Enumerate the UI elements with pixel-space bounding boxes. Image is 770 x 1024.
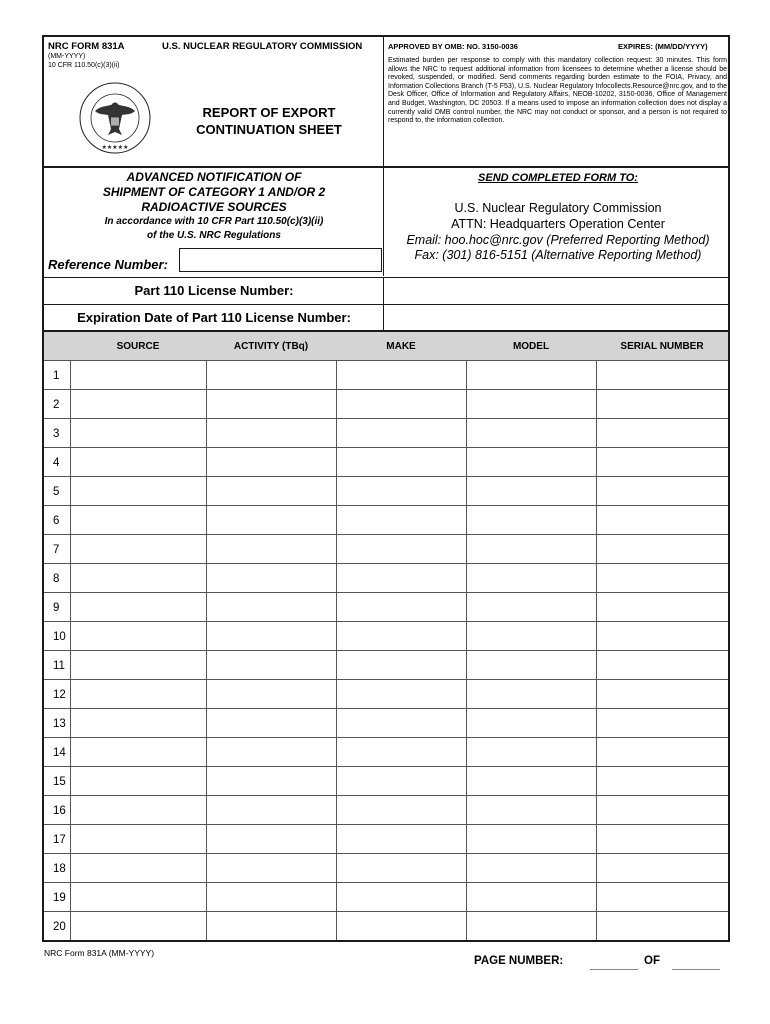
- row-number: 16: [53, 804, 66, 817]
- table-row[interactable]: [44, 766, 728, 796]
- agency-name: U.S. NUCLEAR REGULATORY COMMISSION: [162, 41, 363, 52]
- send-to-heading: SEND COMPLETED FORM TO:: [478, 172, 638, 184]
- table-row[interactable]: [44, 911, 728, 941]
- part110-license-field[interactable]: [386, 278, 728, 304]
- expiration-field[interactable]: [386, 306, 728, 332]
- table-row[interactable]: [44, 679, 728, 709]
- table-row[interactable]: [44, 534, 728, 564]
- row-number: 19: [53, 891, 66, 904]
- header-model: MODEL: [466, 332, 596, 360]
- row-number: 20: [53, 920, 66, 933]
- page-number-label: PAGE NUMBER:: [474, 955, 564, 967]
- cfr-reference: 10 CFR 110.50(c)(3)(ii): [48, 62, 120, 69]
- source-table: [42, 330, 730, 942]
- row-number: 2: [53, 398, 60, 411]
- expiration-label: Expiration Date of Part 110 License Number:: [77, 310, 351, 325]
- header-make: MAKE: [336, 332, 466, 360]
- row-number: 15: [53, 775, 66, 788]
- form-title-line2: CONTINUATION SHEET: [196, 122, 342, 137]
- notice-line3: RADIOACTIVE SOURCES: [141, 200, 287, 214]
- footer-form-id: NRC Form 831A (MM-YYYY): [44, 948, 155, 958]
- row-number: 13: [53, 717, 66, 730]
- table-row[interactable]: [44, 592, 728, 622]
- row-number: 14: [53, 746, 66, 759]
- send-to-fax: Fax: (301) 816-5151 (Alternative Reporting Method): [414, 248, 702, 262]
- notice-line5: of the U.S. NRC Regulations: [147, 230, 281, 241]
- notice-line4: In accordance with 10 CFR Part 110.50(c)(3)(ii): [104, 216, 324, 227]
- omb-approval: APPROVED BY OMB: NO. 3150-0036: [388, 42, 518, 51]
- table-row[interactable]: [44, 476, 728, 506]
- form-date: (MM-YYYY): [48, 53, 86, 60]
- row-number: 18: [53, 862, 66, 875]
- row-number: 4: [53, 456, 60, 469]
- header-serial-number: SERIAL NUMBER: [596, 332, 728, 360]
- row-number: 5: [53, 485, 60, 498]
- row-number: 3: [53, 427, 60, 440]
- row-number: 9: [53, 601, 60, 614]
- page-number-field[interactable]: [590, 956, 638, 970]
- license-section: [42, 278, 730, 332]
- row-number: 12: [53, 688, 66, 701]
- table-row[interactable]: [44, 621, 728, 651]
- table-row[interactable]: [44, 650, 728, 680]
- table-body: [44, 360, 728, 940]
- reference-number-label: Reference Number:: [48, 257, 168, 272]
- table-row[interactable]: [44, 737, 728, 767]
- header-activity: ACTIVITY (TBq): [206, 332, 336, 360]
- send-to-email: Email: hoo.hoc@nrc.gov (Preferred Reporting Method): [406, 233, 710, 247]
- table-row[interactable]: [44, 708, 728, 738]
- header-number: [44, 332, 70, 360]
- table-row[interactable]: [44, 882, 728, 912]
- part110-license-label: Part 110 License Number:: [134, 283, 294, 298]
- table-row[interactable]: [44, 563, 728, 593]
- table-header: [44, 332, 728, 360]
- notice-line1: ADVANCED NOTIFICATION OF: [126, 170, 302, 184]
- row-number: 1: [53, 369, 60, 382]
- reference-number-field[interactable]: [179, 248, 382, 272]
- table-row[interactable]: [44, 389, 728, 419]
- send-to-line1: U.S. Nuclear Regulatory Commission: [454, 201, 662, 215]
- table-row[interactable]: [44, 418, 728, 448]
- table-row[interactable]: [44, 360, 728, 390]
- row-number: 7: [53, 543, 60, 556]
- row-number: 8: [53, 572, 60, 585]
- table-row[interactable]: [44, 853, 728, 883]
- row-number: 17: [53, 833, 66, 846]
- table-row[interactable]: [44, 505, 728, 535]
- svg-text:★★★★★: ★★★★★: [101, 145, 129, 151]
- license-row-divider: [44, 304, 728, 305]
- nrc-seal: [78, 81, 152, 155]
- row-number: 10: [53, 630, 66, 643]
- expiration-date: EXPIRES: (MM/DD/YYYY): [618, 42, 708, 51]
- notice-section: [42, 166, 730, 278]
- table-row[interactable]: [44, 447, 728, 477]
- row-number: 6: [53, 514, 60, 527]
- burden-statement: Estimated burden per response to comply with this mandatory collection request: 30 minutes. This form allows the NRC to request additional information from licensees to determine whether a license should be revoked, suspended, or modified. Send comments regarding burden estimate to the FOIA, Privacy, and Information Collections Branch (T-5 F53), U.S. Nuclear Regulatory Infocollects.Resource@nrc.gov, and to the Desk Officer, Office of Information and Regulatory Affairs, NEOB-10202, 3150-0036, Office of Management and Budget, Washington, DC 20503. If a means used to impose an information collection does not display a currently valid OMB control number, the NRC may not conduct or sponsor, and a person is not required to respond to, the information collection.: [388, 57, 727, 125]
- table-row[interactable]: [44, 795, 728, 825]
- row-number: 11: [53, 659, 65, 672]
- form-title-line1: REPORT OF EXPORT: [202, 105, 336, 120]
- table-row[interactable]: [44, 824, 728, 854]
- send-to-line2: ATTN: Headquarters Operation Center: [451, 217, 665, 231]
- form-header: [42, 35, 730, 168]
- form-number: NRC FORM 831A: [48, 41, 125, 52]
- page-of-label: OF: [644, 955, 660, 967]
- header-source: SOURCE: [70, 332, 206, 360]
- notice-line2: SHIPMENT OF CATEGORY 1 AND/OR 2: [102, 185, 326, 199]
- page-total-field[interactable]: [672, 956, 720, 970]
- header-divider: [383, 37, 384, 166]
